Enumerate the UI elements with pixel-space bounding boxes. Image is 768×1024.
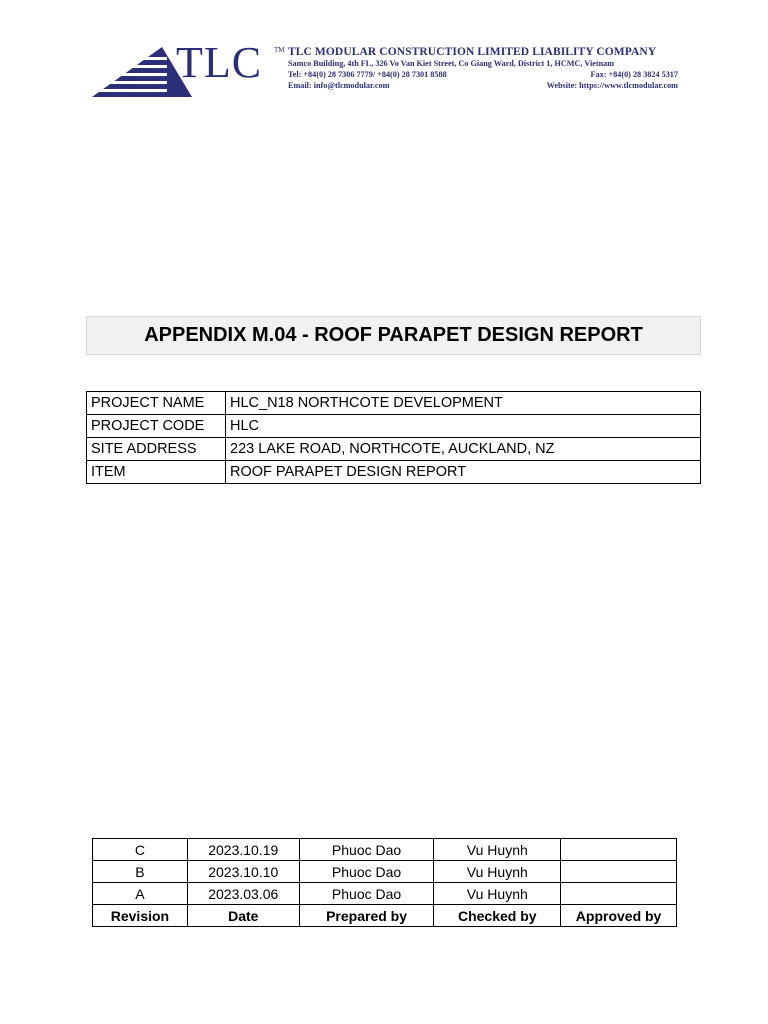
checked-by-cell: Vu Huynh (434, 883, 561, 905)
company-details (288, 46, 678, 91)
approved-by-header: Approved by (561, 905, 677, 927)
revision-cell: B (93, 861, 188, 883)
info-value: HLC (226, 415, 701, 438)
prepared-by-cell: Phuoc Dao (299, 861, 434, 883)
prepared-by-header: Prepared by (299, 905, 434, 927)
approved-by-cell (561, 839, 677, 861)
table-row (93, 861, 677, 883)
table-row (93, 883, 677, 905)
table-row (87, 392, 701, 415)
document-title-box (86, 316, 701, 355)
checked-by-cell: Vu Huynh (434, 839, 561, 861)
date-cell: 2023.10.19 (187, 839, 299, 861)
prepared-by-cell: Phuoc Dao (299, 839, 434, 861)
company-website: Website: https://www.tlcmodular.com (546, 81, 678, 90)
prepared-by-cell: Phuoc Dao (299, 883, 434, 905)
letterhead (92, 38, 682, 100)
table-row (87, 415, 701, 438)
date-cell: 2023.10.10 (187, 861, 299, 883)
logo-text: TLC (176, 38, 263, 87)
checked-by-cell: Vu Huynh (434, 861, 561, 883)
checked-by-header: Checked by (434, 905, 561, 927)
revision-table (92, 838, 677, 927)
revision-header: Revision (93, 905, 188, 927)
table-row (87, 438, 701, 461)
approved-by-cell (561, 883, 677, 905)
company-address: Samco Building, 4th FL, 326 Vo Van Kiet Street, Co Giang Ward, District 1, HCMC, Vietnam (288, 59, 615, 68)
info-label: PROJECT CODE (87, 415, 226, 438)
table-row (87, 461, 701, 484)
revision-cell: A (93, 883, 188, 905)
info-value: 223 LAKE ROAD, NORTHCOTE, AUCKLAND, NZ (226, 438, 701, 461)
revision-header-row (93, 905, 677, 927)
revision-cell: C (93, 839, 188, 861)
table-row (93, 839, 677, 861)
info-label: PROJECT NAME (87, 392, 226, 415)
info-value: HLC_N18 NORTHCOTE DEVELOPMENT (226, 392, 701, 415)
info-value: ROOF PARAPET DESIGN REPORT (226, 461, 701, 484)
company-email: Email: info@tlcmodular.com (288, 81, 390, 90)
info-label: ITEM (87, 461, 226, 484)
trademark: TM (274, 46, 285, 54)
approved-by-cell (561, 861, 677, 883)
info-label: SITE ADDRESS (87, 438, 226, 461)
company-tel: Tel: +84(0) 28 7306 7779/ +84(0) 28 7301 8588 (288, 70, 447, 79)
project-info-table (86, 391, 701, 484)
company-name: TLC MODULAR CONSTRUCTION LIMITED LIABILITY COMPANY (288, 46, 657, 58)
date-cell: 2023.03.06 (187, 883, 299, 905)
company-fax: Fax: +84(0) 28 3824 5317 (590, 70, 678, 79)
document-title: APPENDIX M.04 - ROOF PARAPET DESIGN REPORT (144, 324, 643, 346)
date-header: Date (187, 905, 299, 927)
